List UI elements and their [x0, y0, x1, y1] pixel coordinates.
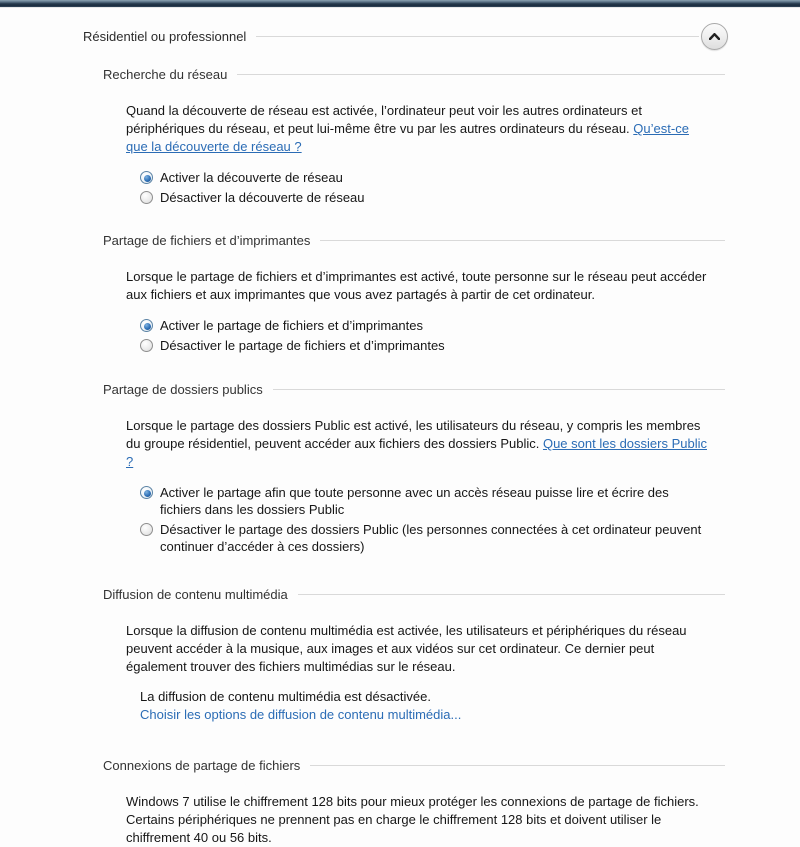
- radio-label: Désactiver le partage des dossiers Public (les personnes connectées à cet ordinateur peuvent continuer d’accéder à ces dossiers): [160, 522, 702, 554]
- section-description: Windows 7 utilise le chiffrement 128 bits pour mieux protéger les connexions de partage de fichiers. Certains périphériques ne prennent pas en charge le chiffrement 128 bits et doivent utiliser le chiffrement 40 ou 56 bits.: [126, 794, 699, 845]
- description-text: Lorsque le partage des dossiers Public est activé, les utilisateurs du réseau, y compris les membres du groupe résidentiel, peuvent accéder aux fichiers des dossiers Public.: [126, 418, 701, 451]
- radio-button[interactable]: [140, 486, 153, 499]
- section-description: Lorsque le partage de fichiers et d’imprimantes est activé, toute personne sur le réseau peut accéder aux fichiers et aux imprimantes que vous avez partagés à partir de cet ordinateur.: [126, 269, 707, 302]
- radio-button[interactable]: [140, 171, 153, 184]
- collapse-group-button[interactable]: [701, 23, 728, 50]
- media-streaming-status: La diffusion de contenu multimédia est désactivée.: [140, 689, 431, 704]
- media-streaming-options-link[interactable]: Choisir les options de diffusion de contenu multimédia...: [140, 707, 462, 722]
- radio-label: Désactiver le partage de fichiers et d’imprimantes: [160, 338, 445, 353]
- section-header: [103, 380, 725, 398]
- radio-button[interactable]: [140, 191, 153, 204]
- radio-label: Activer le partage afin que toute personne avec un accès réseau puisse lire et écrire des fichiers dans les dossiers Public: [160, 485, 669, 517]
- radio-button[interactable]: [140, 319, 153, 332]
- chevron-up-icon: [709, 33, 720, 40]
- section-network-discovery: [103, 65, 725, 206]
- help-link-public-folders[interactable]: Que sont les dossiers Public ?: [126, 436, 707, 469]
- divider: [310, 765, 725, 766]
- description-text: Quand la découverte de réseau est activée, l’ordinateur peut voir les autres ordinateurs et périphériques du réseau, et peut lui-même être vu par les autres ordinateurs du réseau.: [126, 103, 642, 136]
- section-header: [103, 585, 725, 603]
- radio-option-disable-file-sharing[interactable]: [140, 337, 725, 354]
- section-title: Partage de fichiers et d’imprimantes: [103, 232, 311, 248]
- media-streaming-action: [140, 706, 725, 724]
- radio-button[interactable]: [140, 339, 153, 352]
- divider: [273, 389, 725, 390]
- help-link-network-discovery[interactable]: Qu’est-ce que la découverte de réseau ?: [126, 121, 689, 154]
- section-title: Recherche du réseau: [103, 66, 228, 82]
- radio-option-enable-file-sharing[interactable]: [140, 317, 725, 334]
- radio-label: Activer le partage de fichiers et d’imprimantes: [160, 318, 424, 333]
- section-header: [103, 231, 725, 249]
- group-title: Résidentiel ou professionnel: [83, 28, 247, 44]
- divider: [256, 36, 699, 37]
- divider: [320, 240, 725, 241]
- section-file-printer-sharing: [103, 231, 725, 354]
- radio-option-disable-discovery[interactable]: [140, 189, 725, 206]
- divider: [298, 594, 725, 595]
- window-top-edge: [0, 0, 800, 8]
- section-public-folder-sharing: [103, 380, 725, 555]
- radio-group-file-printer-sharing: [140, 317, 725, 354]
- radio-option-disable-public-sharing[interactable]: [140, 521, 725, 555]
- section-description: [126, 102, 708, 156]
- radio-label: Désactiver la découverte de réseau: [160, 190, 365, 205]
- advanced-sharing-settings-panel: [0, 8, 800, 847]
- section-media-streaming: [103, 585, 725, 724]
- group-header-residentiel: [83, 21, 728, 51]
- section-header: [103, 756, 725, 774]
- radio-group-network-discovery: [140, 169, 725, 206]
- divider: [237, 74, 725, 75]
- section-description: Lorsque la diffusion de contenu multimédia est activée, les utilisateurs et périphériques du réseau peuvent accéder à la musique, aux images et aux vidéos sur cet ordinateur. Ce dernier peut également trouver des fichiers multimédias sur le réseau.: [126, 623, 687, 674]
- section-header: [103, 65, 725, 83]
- section-file-sharing-connections: [103, 756, 725, 847]
- radio-option-enable-public-sharing[interactable]: [140, 484, 725, 518]
- radio-group-public-folder-sharing: [140, 484, 725, 555]
- radio-option-enable-discovery[interactable]: [140, 169, 725, 186]
- section-title: Partage de dossiers publics: [103, 381, 263, 397]
- section-description: [126, 417, 708, 471]
- section-title: Diffusion de contenu multimédia: [103, 586, 288, 602]
- radio-label: Activer la découverte de réseau: [160, 170, 343, 185]
- radio-button[interactable]: [140, 523, 153, 536]
- section-title: Connexions de partage de fichiers: [103, 757, 301, 773]
